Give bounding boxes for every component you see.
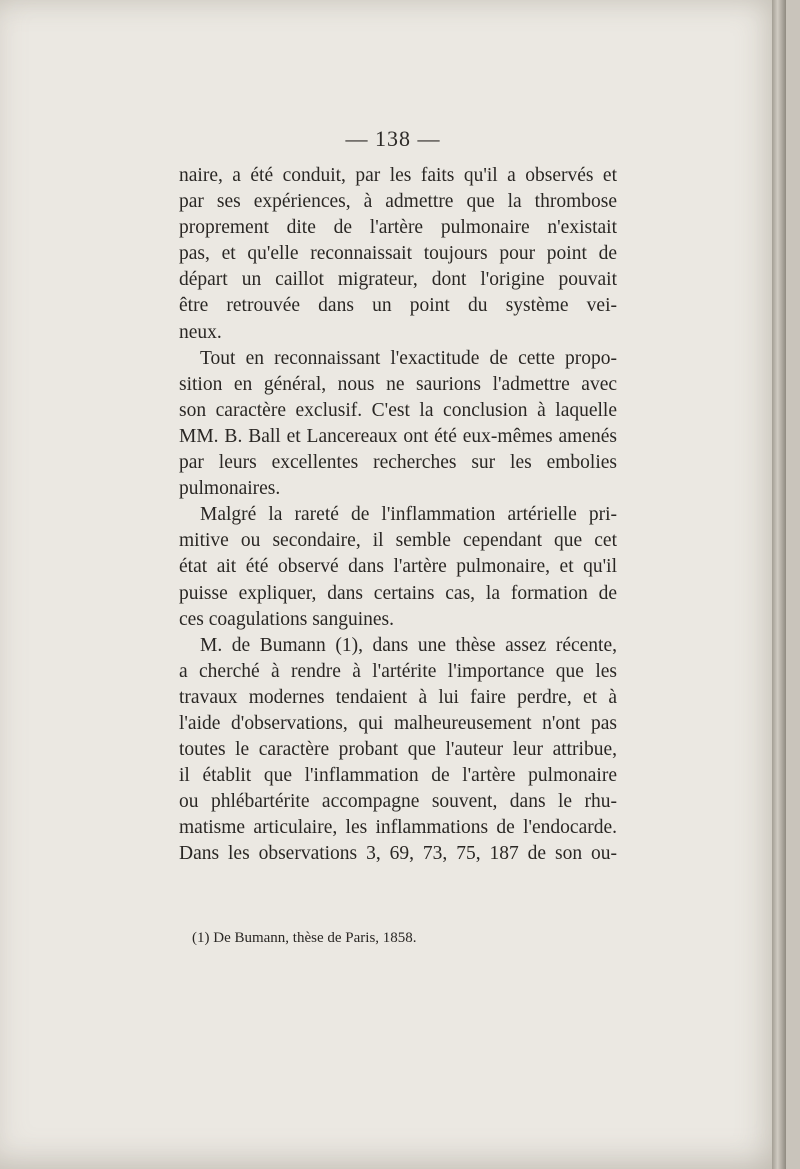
text-line: matisme articulaire, les inflammations de l'endocarde. xyxy=(179,817,617,839)
text-line: sition en général, nous ne saurions l'admettre avec xyxy=(179,373,617,395)
text-line: par leurs excellentes recherches sur les embolies xyxy=(179,452,617,474)
text-line: ces coagulations sanguines. xyxy=(179,608,394,630)
text-line: M. de Bumann (1), dans une thèse assez récente, xyxy=(200,634,617,656)
text-line: naire, a été conduit, par les faits qu'il a observés et xyxy=(179,165,617,186)
page-edge-shadow xyxy=(772,0,786,1169)
text-line: pas, et qu'elle reconnaissait toujours pour point de xyxy=(179,243,617,265)
footnote: (1) De Bumann, thèse de Paris, 1858. xyxy=(192,930,417,946)
page-number: — 138 — xyxy=(345,126,441,151)
text-line: Tout en reconnaissant l'exactitude de cette propo- xyxy=(200,347,617,369)
text-line: pulmonaires. xyxy=(179,478,281,500)
text-line: MM. B. Ball et Lancereaux ont été eux-mêmes amenés xyxy=(179,425,617,447)
text-line: être retrouvée dans un point du système vei- xyxy=(179,295,617,317)
body-text xyxy=(179,163,617,868)
text-line: a cherché à rendre à l'artérite l'importance que les xyxy=(179,660,617,682)
text-line: puisse expliquer, dans certains cas, la formation de xyxy=(179,582,617,604)
text-line: neux. xyxy=(179,321,222,343)
text-line: ou phlébartérite accompagne souvent, dans le rhu- xyxy=(179,791,617,813)
text-line: toutes le caractère probant que l'auteur leur attribue, xyxy=(179,739,617,761)
text-line: mitive ou secondaire, il semble cependant que cet xyxy=(179,530,617,552)
text-line: travaux modernes tendaient à lui faire perdre, et à xyxy=(179,686,617,708)
text-line: départ un caillot migrateur, dont l'origine pouvait xyxy=(179,269,617,291)
text-line: Malgré la rareté de l'inflammation artérielle pri- xyxy=(200,504,617,526)
text-line: par ses expériences, à admettre que la thrombose xyxy=(179,191,617,213)
text-line: proprement dite de l'artère pulmonaire n'existait xyxy=(179,217,617,239)
text-line: l'aide d'observations, qui malheureusement n'ont pas xyxy=(179,712,617,734)
text-line: il établit que l'inflammation de l'artère pulmonaire xyxy=(179,765,617,787)
text-line: état ait été observé dans l'artère pulmonaire, et qu'il xyxy=(179,556,617,578)
text-line: son caractère exclusif. C'est la conclusion à laquelle xyxy=(179,399,617,421)
text-line: Dans les observations 3, 69, 73, 75, 187 de son ou- xyxy=(179,843,617,865)
